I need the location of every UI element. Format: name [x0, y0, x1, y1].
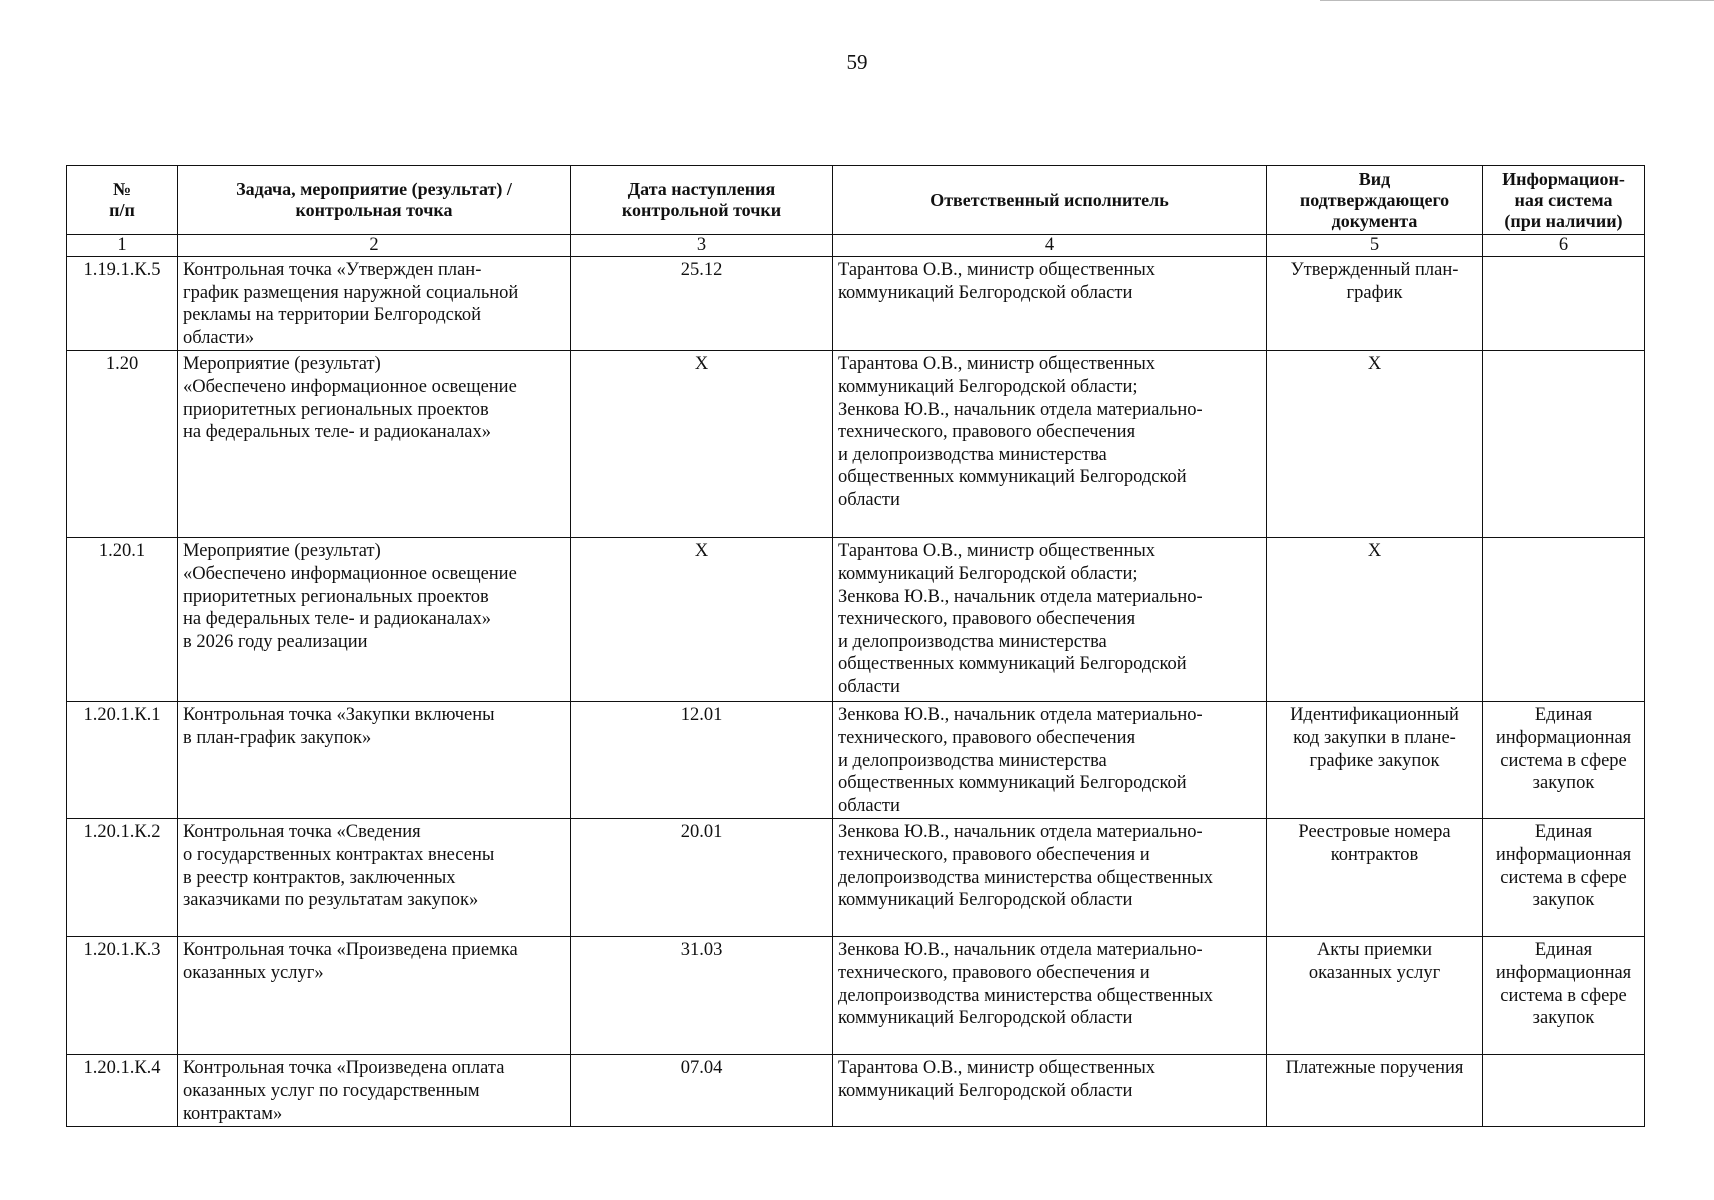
- row-document: Идентификационный код закупки в плане- графике закупок: [1267, 702, 1483, 819]
- row-executor: Зенкова Ю.В., начальник отдела материально- технического, правового обеспечения и делопроизводства министерства общественных коммуникаций Белгородской области: [833, 937, 1267, 1055]
- table-row: [67, 702, 1645, 819]
- column-number-row: [67, 235, 1645, 257]
- column-number: 3: [571, 235, 833, 257]
- row-system: Единая информационная система в сфере закупок: [1483, 937, 1645, 1055]
- row-task: Мероприятие (результат) «Обеспечено информационное освещение приоритетных региональных проектов на федеральных теле- и радиоканалах»: [178, 351, 571, 538]
- row-system: Единая информационная система в сфере закупок: [1483, 819, 1645, 937]
- row-system: [1483, 351, 1645, 538]
- page-number: 59: [846, 50, 868, 74]
- row-task: Контрольная точка «Сведения о государственных контрактах внесены в реестр контрактов, заключенных заказчиками по результатам закупок»: [178, 819, 571, 937]
- header-document: Вид подтверждающего документа: [1267, 166, 1483, 235]
- row-system: Единая информационная система в сфере закупок: [1483, 702, 1645, 819]
- row-number: 1.20.1.К.3: [67, 937, 178, 1055]
- row-task: Контрольная точка «Произведена оплата оказанных услуг по государственным контрактам»: [178, 1055, 571, 1127]
- column-number: 1: [67, 235, 178, 257]
- row-task: Контрольная точка «Произведена приемка оказанных услуг»: [178, 937, 571, 1055]
- row-date: 12.01: [571, 702, 833, 819]
- row-executor: Тарантова О.В., министр общественных коммуникаций Белгородской области: [833, 257, 1267, 351]
- row-number: 1.20.1.К.2: [67, 819, 178, 937]
- row-task: Контрольная точка «Закупки включены в план-график закупок»: [178, 702, 571, 819]
- row-number: 1.20: [67, 351, 178, 538]
- row-executor: Тарантова О.В., министр общественных коммуникаций Белгородской области: [833, 1055, 1267, 1127]
- row-document: Реестровые номера контрактов: [1267, 819, 1483, 937]
- row-system: [1483, 538, 1645, 702]
- row-executor: Тарантова О.В., министр общественных коммуникаций Белгородской области; Зенкова Ю.В., начальник отдела материально- технического, правового обеспечения и делопроизводства министерства общественных коммуникаций Белгородской области: [833, 351, 1267, 538]
- row-document: X: [1267, 351, 1483, 538]
- row-system: [1483, 1055, 1645, 1127]
- row-executor: Тарантова О.В., министр общественных коммуникаций Белгородской области; Зенкова Ю.В., начальник отдела материально- технического, правового обеспечения и делопроизводства министерства общественных коммуникаций Белгородской области: [833, 538, 1267, 702]
- row-document: Платежные поручения: [1267, 1055, 1483, 1127]
- row-number: 1.20.1.К.1: [67, 702, 178, 819]
- row-date: 20.01: [571, 819, 833, 937]
- table-row: [67, 1055, 1645, 1127]
- header-task: Задача, мероприятие (результат) / контрольная точка: [178, 166, 571, 235]
- row-date: 31.03: [571, 937, 833, 1055]
- row-task: Мероприятие (результат) «Обеспечено информационное освещение приоритетных региональных проектов на федеральных теле- и радиоканалах» в 2026 году реализации: [178, 538, 571, 702]
- row-number: 1.20.1: [67, 538, 178, 702]
- row-executor: Зенкова Ю.В., начальник отдела материально- технического, правового обеспечения и делопроизводства министерства общественных коммуникаций Белгородской области: [833, 702, 1267, 819]
- column-number: 2: [178, 235, 571, 257]
- row-date: X: [571, 351, 833, 538]
- row-date: X: [571, 538, 833, 702]
- table-row: [67, 257, 1645, 351]
- row-document: X: [1267, 538, 1483, 702]
- row-document: Акты приемки оказанных услуг: [1267, 937, 1483, 1055]
- row-task: Контрольная точка «Утвержден план- график размещения наружной социальной рекламы на территории Белгородской области»: [178, 257, 571, 351]
- header-system: Информацион- ная система (при наличии): [1483, 166, 1645, 235]
- row-date: 25.12: [571, 257, 833, 351]
- row-number: 1.19.1.К.5: [67, 257, 178, 351]
- row-number: 1.20.1.К.4: [67, 1055, 178, 1127]
- header-executor: Ответственный исполнитель: [833, 166, 1267, 235]
- column-number: 5: [1267, 235, 1483, 257]
- row-executor: Зенкова Ю.В., начальник отдела материально- технического, правового обеспечения и делопроизводства министерства общественных коммуникаций Белгородской области: [833, 819, 1267, 937]
- column-number: 4: [833, 235, 1267, 257]
- row-system: [1483, 257, 1645, 351]
- control-points-table: [66, 165, 1645, 1127]
- header-num: № п/п: [67, 166, 178, 235]
- row-date: 07.04: [571, 1055, 833, 1127]
- row-document: Утвержденный план- график: [1267, 257, 1483, 351]
- table-row: [67, 351, 1645, 538]
- header-date: Дата наступления контрольной точки: [571, 166, 833, 235]
- top-edge-rule: [1320, 0, 1714, 1]
- column-number: 6: [1483, 235, 1645, 257]
- table-row: [67, 819, 1645, 937]
- header-row: [67, 166, 1645, 235]
- table-row: [67, 538, 1645, 702]
- table-row: [67, 937, 1645, 1055]
